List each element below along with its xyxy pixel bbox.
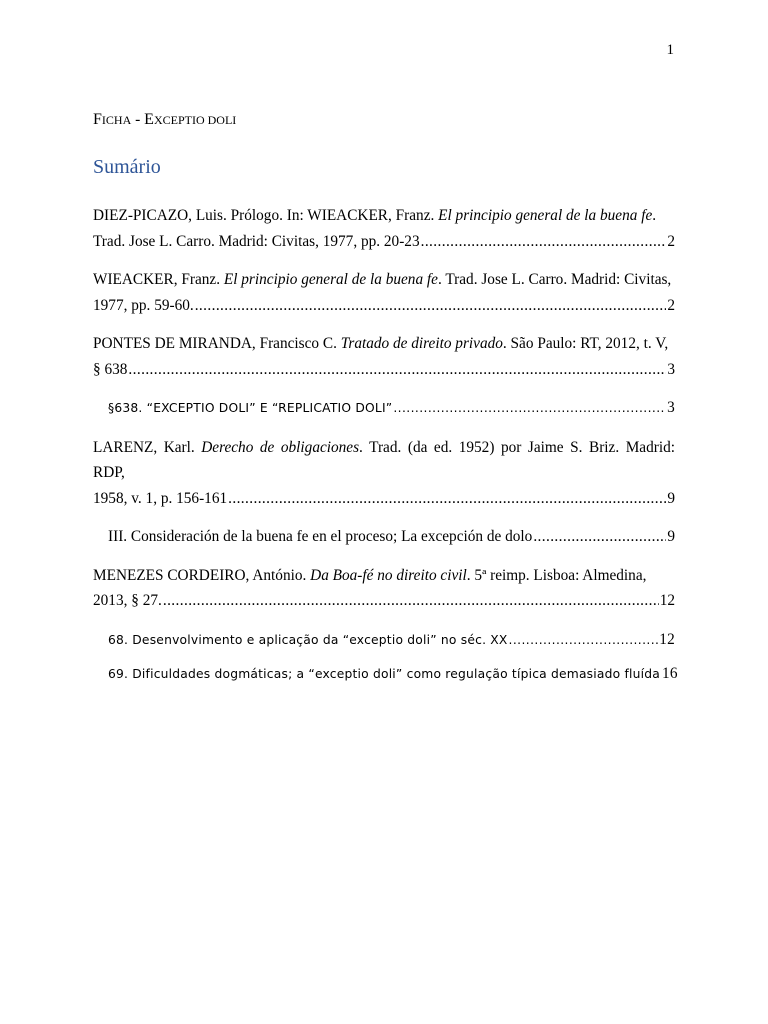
heading-smallcaps-2: XCEPTIO DOLI — [153, 113, 237, 127]
toc-subentry-638[interactable] — [93, 395, 675, 422]
heading-initial-2: E — [144, 111, 154, 128]
toc-entry-menezes-cordeiro[interactable] — [93, 563, 675, 614]
heading-initial-1: F — [93, 111, 102, 128]
toc-page-number: 3 — [667, 360, 675, 378]
toc-list — [93, 203, 678, 696]
dot-leader — [228, 486, 666, 512]
toc-entry-leader-line: 2013, § 27. ..... 12 — [93, 588, 675, 614]
toc-entry-leader-line: 1958, v. 1, p. 156-161 ..... 9 — [93, 486, 675, 512]
toc-entry-first-line: PONTES DE MIRANDA, Francisco C. Tratado de direito privado. São Paulo: RT, 2012, t. V, — [93, 335, 669, 352]
toc-page-number: 9 — [667, 489, 675, 507]
page-number: 1 — [666, 42, 674, 58]
dot-leader — [533, 524, 666, 550]
toc-entry-leader-line: III. Consideración de la buena fe en el proceso; La excepción de dolo ..... 9 — [108, 524, 675, 550]
toc-entry-leader-line: 1977, pp. 59-60. ..... 2 — [93, 293, 675, 319]
toc-entry-diez-picazo[interactable] — [93, 203, 675, 254]
toc-page-number: 12 — [659, 630, 675, 648]
toc-subentry-69[interactable] — [93, 661, 678, 688]
toc-entry-pontes-de-miranda[interactable] — [93, 331, 675, 382]
toc-entry-larenz[interactable] — [93, 435, 675, 512]
toc-page-number: 16 — [661, 665, 678, 682]
toc-entry-first-line: WIEACKER, Franz. El principio general de la buena fe. Trad. Jose L. Carro. Madrid: Civitas, — [93, 271, 672, 288]
toc-page-number: 12 — [659, 592, 675, 609]
toc-entry-first-line: LARENZ, Karl. Derecho de obligaciones. Trad. (da ed. 1952) por Jaime S. Briz. Madrid: RDP, — [93, 438, 675, 481]
toc-page-number: 3 — [667, 399, 675, 416]
toc-title: Sumário — [93, 156, 161, 178]
toc-page-number: 2 — [667, 296, 675, 314]
toc-page-number: 2 — [667, 232, 675, 250]
document-heading — [93, 111, 236, 129]
toc-entry-leader-line: §638. “EXCEPTIO DOLI” E “REPLICATIO DOLI” ..... 3 — [108, 395, 675, 422]
toc-subentry-consideracion[interactable] — [93, 524, 675, 550]
dot-leader — [509, 628, 659, 654]
toc-entry-first-line: MENEZES CORDEIRO, António. Da Boa-fé no direito civil. 5ª reimp. Lisboa: Almedina, — [93, 566, 647, 584]
toc-entry-leader-line: Trad. Jose L. Carro. Madrid: Civitas, 1977, pp. 20-23 ..... 2 — [93, 229, 675, 255]
toc-entry-leader-line: 69. Dificuldades dogmáticas; a “exceptio doli” como regulação típica demasiado fluída 16 — [108, 661, 675, 688]
dot-leader — [195, 293, 667, 319]
toc-entry-leader-line: 68. Desenvolvimento e aplicação da “exceptio doli” no séc. XX ..... 12 — [108, 627, 675, 654]
heading-smallcaps-1: ICHA — [101, 113, 132, 127]
toc-entry-wieacker[interactable] — [93, 267, 675, 318]
heading-separator: - — [131, 111, 145, 128]
dot-leader — [393, 396, 666, 422]
dot-leader — [128, 357, 666, 383]
dot-leader — [163, 588, 659, 614]
dot-leader — [421, 229, 667, 255]
toc-page-number: 9 — [667, 528, 675, 545]
toc-entry-first-line: DIEZ-PICAZO, Luis. Prólogo. In: WIEACKER, Franz. El principio general de la buena fe. — [93, 207, 657, 224]
toc-entry-leader-line: § 638 ..... 3 — [93, 357, 675, 383]
toc-subentry-68[interactable] — [93, 627, 675, 654]
